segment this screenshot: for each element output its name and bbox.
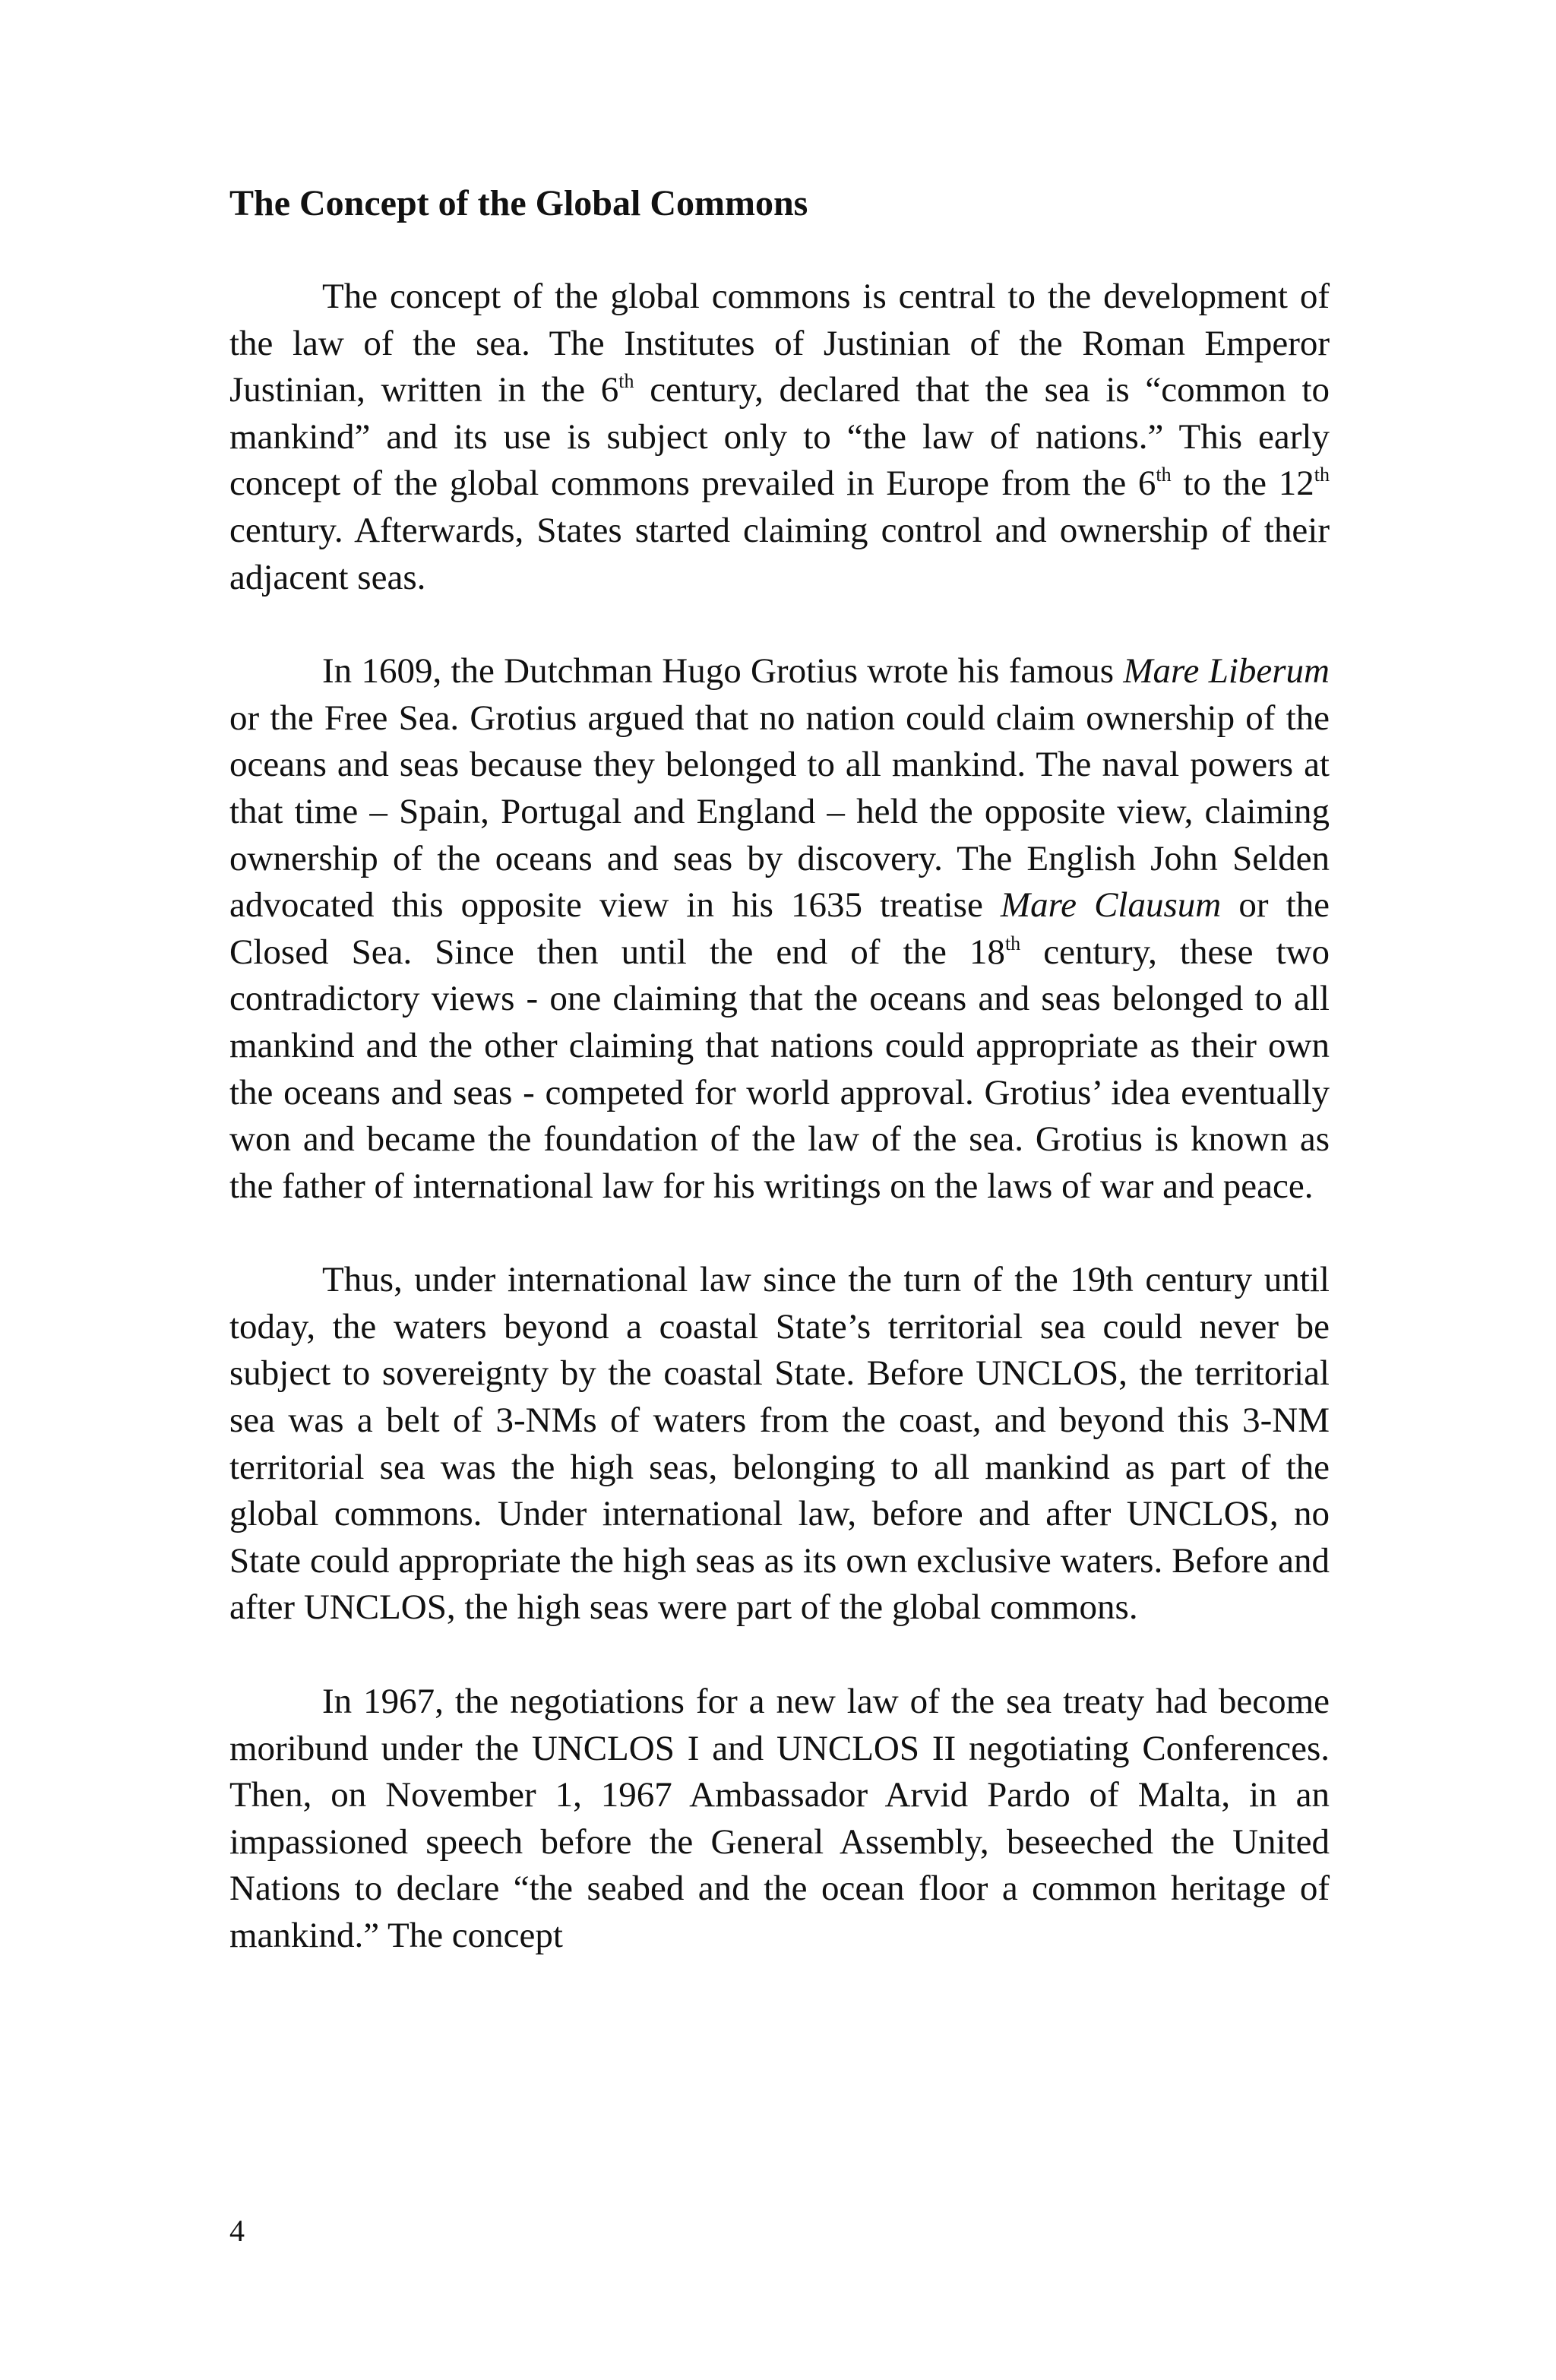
paragraph-1-text-c: to the 12 [1171, 464, 1314, 504]
paragraph-2-text-c: or the Closed Sea. Since then until the end of the 18 [229, 885, 1330, 972]
superscript-ordinal: th [1314, 464, 1330, 486]
paragraph-4: In 1967, the negotiations for a new law of the sea treaty had become moribund under the UNCLOS I and UNCLOS II negotiating Conferences. Then, on November 1, 1967 Ambassador Arvid Pardo of Malta, in an impassioned speech before the General Assembly, beseeched the United Nations to declare “the seabed and the ocean floor a common heritage of mankind.” The concept [229, 1682, 1330, 1955]
superscript-ordinal: th [1004, 932, 1021, 954]
paragraph-1-text-b: century, declared that the sea is “common to mankind” and its use is subject only to “the law of nations.” This early concept of the global commons prevailed in Europe from the 6 [229, 370, 1330, 504]
paragraph-3: Thus, under international law since the turn of the 19th century until today, the waters beyond a coastal State’s territorial sea could never be subject to sovereignty by the coastal State. Before UNCLOS, the territorial sea was a belt of 3-NMs of waters from the coast, and beyond this 3-NM territorial sea was the high seas, belonging to all mankind as part of the global commons. Under international law, before and after UNCLOS, no State could appropriate the high seas as its own exclusive waters. Before and after UNCLOS, the high seas were part of the global commons. [229, 1260, 1330, 1628]
document-page [229, 179, 1330, 1960]
section-heading: The Concept of the Global Commons [229, 183, 808, 223]
superscript-ordinal: th [1156, 464, 1172, 486]
paragraph-1 [229, 274, 1330, 601]
page-number: 4 [229, 2214, 245, 2248]
paragraph-2 [229, 648, 1330, 1210]
paragraph-1-text-d: century. Afterwards, States started claiming control and ownership of their adjacent seas. [229, 510, 1330, 597]
paragraph-2-text-a: In 1609, the Dutchman Hugo Grotius wrote his famous [322, 651, 1124, 692]
italic-title-mare-liberum: Mare Liberum [1123, 651, 1330, 692]
paragraph-1-text-a: The concept of the global commons is central to the development of the law of the sea. The Institutes of Justinian of the Roman Emperor Justinian, written in the 6 [229, 277, 1330, 410]
paragraph-2-text-b: or the Free Sea. Grotius argued that no nation could claim ownership of the oceans and seas because they belonged to all mankind. The naval powers at that time – Spain, Portugal and England – held the opposite view, claiming ownership of the oceans and seas by discovery. The English John Selden advocated this opposite view in his 1635 treatise [229, 698, 1330, 926]
superscript-ordinal: th [618, 370, 634, 393]
paragraph-2-text-d: century, these two contradictory views - one claiming that the oceans and seas belonged to all mankind and the other claiming that nations could appropriate as their own the oceans and seas - competed for world approval. Grotius’ idea eventually won and became the foundation of the law of the sea. Grotius is known as the father of international law for his writings on the laws of war and peace. [229, 932, 1330, 1206]
italic-title-mare-clausum: Mare Clausum [1000, 885, 1222, 926]
